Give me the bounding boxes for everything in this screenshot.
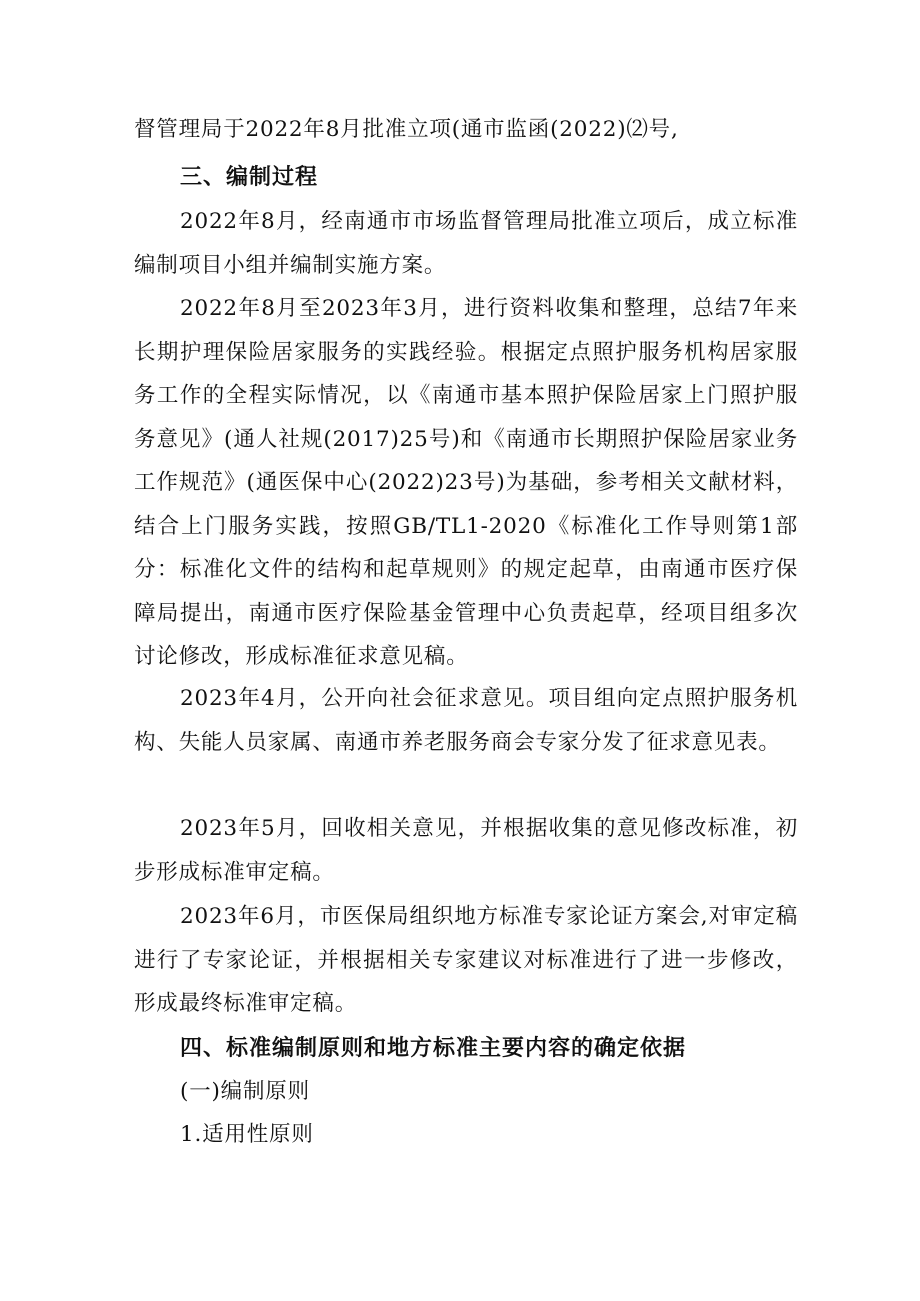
paragraph-aug-2022: 2022年8月，经南通市市场监督管理局批准立项后，成立标准编制项目小组并编制实施方案。 bbox=[134, 209, 798, 278]
section-heading-compilation-process: 三、编制过程 bbox=[180, 165, 319, 190]
subheading-compilation-principles: (一)编制原则 bbox=[180, 1079, 310, 1104]
paragraph-aug-2022-mar-2023: 2022年8月至2023年3月，进行资料收集和整理，总结7年来长期护理保险居家服务的实践经验。根据定点照护服务机构居家服务工作的全程实际情况，以《南通市基本照护保险居家上门照护服务意见》(通人社规(2017)25号)和《南通市长期照护保险居家业务工作规范》(通医保中心(2022)23号)为基础，参考相关文献材料，结合上门服务实践，按照GB/TL1-2020《标准化工作导则第1部分：标准化文件的结构和起草规则》的规定起草，由南通市医疗保障局提出，南通市医疗保险基金管理中心负责起草，经项目组多次讨论修改，形成标准征求意见稿。 bbox=[134, 296, 798, 669]
paragraph-apr-2023: 2023年4月，公开向社会征求意见。项目组向定点照护服务机构、失能人员家属、南通市养老服务商会专家分发了征求意见表。 bbox=[134, 686, 798, 755]
section-heading-principles: 四、标准编制原则和地方标准主要内容的确定依据 bbox=[180, 1036, 687, 1061]
subheading-applicability-principle: 1.适用性原则 bbox=[180, 1122, 314, 1147]
paragraph-approval-continuation: 督管理局于2022年8月批准立项(通市监函(2022)⑵号, bbox=[134, 117, 679, 142]
paragraph-may-2023: 2023年5月，回收相关意见，并根据收集的意见修改标准，初步形成标准审定稿。 bbox=[134, 816, 798, 885]
paragraph-jun-2023: 2023年6月，市医保局组织地方标准专家论证方案会,对审定稿进行了专家论证，并根据相关专家建议对标准进行了进一步修改，形成最终标准审定稿。 bbox=[134, 904, 798, 1016]
